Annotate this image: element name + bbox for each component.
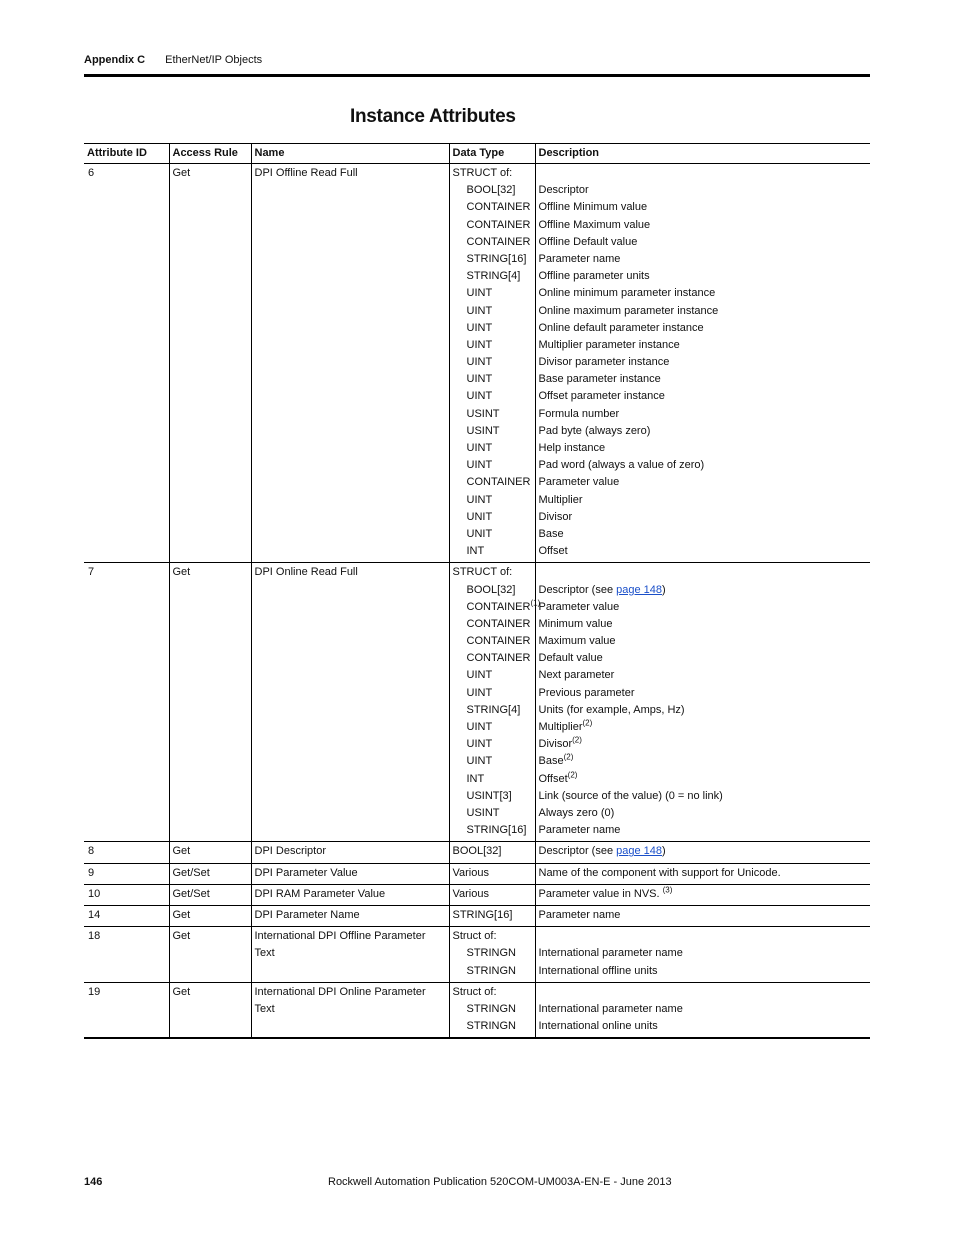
desc-text: Multiplier (538, 721, 583, 733)
table-header-row (84, 144, 870, 164)
member-description: Divisor parameter instance (538, 356, 670, 369)
access-rule: Get/Set (169, 863, 251, 884)
desc-text: Base (538, 755, 564, 768)
description-cell (535, 927, 870, 983)
member-description: Minimum value (538, 617, 613, 630)
struct-member-descriptions (539, 182, 868, 560)
footnote-ref: (2) (563, 752, 574, 762)
access-rule: Get/Set (169, 884, 251, 905)
member-type (466, 598, 541, 616)
footnote-ref: (2) (582, 718, 593, 728)
member-description: Online maximum parameter instance (538, 304, 719, 317)
member-type: UINT (466, 373, 493, 386)
struct-head: STRUCT of: (452, 566, 513, 579)
member-description (539, 719, 868, 736)
table-row (84, 842, 870, 863)
footnote-ref: (2) (572, 735, 582, 745)
running-header (84, 54, 262, 66)
member-type: UINT (466, 442, 493, 454)
member-type: STRING[16] (466, 824, 527, 837)
member-description: International parameter name (538, 1002, 683, 1015)
member-description: Link (source of the value) (0 = no link) (538, 789, 723, 802)
page-number: 146 (84, 1176, 103, 1188)
access-rule: Get (169, 982, 251, 1038)
member-description: Parameter name (538, 824, 621, 837)
footnote-ref: (2) (567, 769, 578, 779)
member-description: International offline units (538, 964, 658, 977)
member-type: UINT (466, 356, 493, 369)
desc-text: ) (662, 845, 666, 858)
member-type: UINT (466, 686, 493, 699)
appendix-label: Appendix C (84, 54, 146, 66)
member-type: STRINGN (466, 964, 516, 977)
attribute-id: 9 (84, 863, 169, 884)
member-type: UINT (466, 390, 493, 403)
data-type-cell (449, 164, 535, 563)
desc-text: Offset (538, 772, 568, 785)
member-description: Multiplier parameter instance (538, 338, 680, 351)
struct-head: Struct of: (452, 930, 497, 943)
header-attribute-id: Attribute ID (84, 144, 169, 164)
instance-attributes-table (84, 143, 870, 1039)
member-description: Formula number (538, 407, 620, 420)
member-description (539, 771, 868, 788)
member-type: CONTAINER (466, 652, 531, 665)
member-description: Descriptor (538, 184, 589, 197)
desc-text: Parameter value in NVS. (538, 887, 663, 900)
member-description (539, 582, 868, 599)
description: Name of the component with support for Unicode. (535, 863, 870, 884)
attribute-name: DPI Offline Read Full (251, 164, 449, 563)
section-label: EtherNet/IP Objects (165, 54, 263, 66)
member-type: STRING[16] (466, 252, 527, 265)
table-row (84, 982, 870, 1038)
attribute-id: 18 (84, 927, 169, 983)
access-rule: Get (169, 164, 251, 563)
member-description: Base (538, 527, 564, 540)
attribute-id: 19 (84, 982, 169, 1038)
member-description: Offset (538, 545, 568, 558)
member-type: UINT (466, 304, 493, 317)
struct-head: Struct of: (452, 985, 497, 998)
member-type: INT (466, 772, 485, 785)
member-type: CONTAINER (466, 476, 531, 489)
member-type-text: CONTAINER (466, 600, 531, 613)
struct-member-types (453, 182, 532, 560)
member-description: Pad word (always a value of zero) (538, 459, 705, 472)
member-type: STRINGN (466, 947, 516, 960)
member-type: CONTAINER (466, 635, 531, 648)
footnote-ref: (3) (662, 885, 673, 895)
member-description: Offline Maximum value (538, 218, 651, 231)
member-description: Base parameter instance (538, 373, 661, 386)
member-description: Next parameter (538, 669, 615, 682)
desc-text: Divisor (538, 738, 573, 751)
page-link[interactable]: page 148 (616, 583, 663, 596)
header-access-rule: Access Rule (169, 144, 251, 164)
footnote-ref: (1) (530, 598, 541, 608)
member-description: International online units (538, 1020, 658, 1033)
header-data-type: Data Type (449, 144, 535, 164)
attribute-name: International DPI Online Parameter Text (251, 982, 449, 1038)
member-description: Previous parameter (538, 686, 635, 699)
page-link[interactable]: page 148 (616, 845, 663, 858)
table-row (84, 863, 870, 884)
member-description: Divisor (538, 510, 573, 523)
member-type: UNIT (466, 527, 493, 540)
member-description: Offline Default value (538, 235, 638, 248)
page-title: Instance Attributes (350, 106, 516, 127)
description-cell (535, 164, 870, 563)
member-type: UINT (466, 321, 493, 334)
data-type-cell (449, 927, 535, 983)
table-row (84, 884, 870, 905)
member-description: Multiplier (538, 493, 583, 506)
description-cell (535, 982, 870, 1038)
header-description: Description (535, 144, 870, 164)
data-type: BOOL[32] (449, 842, 535, 863)
data-type: Various (449, 884, 535, 905)
table-row (84, 905, 870, 926)
description-cell (535, 563, 870, 842)
member-type: STRING[4] (466, 703, 521, 716)
member-type: UINT (466, 459, 493, 472)
data-type-cell (449, 563, 541, 842)
description-cell (535, 884, 870, 905)
data-type-cell (449, 982, 535, 1038)
member-description: Offline parameter units (538, 270, 650, 283)
header-name: Name (251, 144, 449, 164)
attribute-id: 14 (84, 905, 169, 926)
attribute-name: DPI Descriptor (251, 842, 449, 863)
table-row (84, 164, 870, 563)
member-type: STRINGN (466, 1002, 516, 1015)
member-type: BOOL[32] (466, 583, 516, 596)
member-description: Parameter value (538, 600, 620, 613)
member-type: UINT (466, 669, 493, 682)
access-rule: Get (169, 563, 251, 842)
member-description: Maximum value (538, 635, 616, 648)
table-row (84, 927, 870, 983)
member-description: International parameter name (538, 947, 683, 960)
member-description: Offset parameter instance (538, 390, 665, 403)
member-description: Online minimum parameter instance (538, 287, 716, 300)
description: Parameter name (535, 905, 870, 926)
attribute-name: International DPI Offline Parameter Text (251, 927, 449, 983)
member-type: CONTAINER (466, 617, 531, 630)
struct-head: STRUCT of: (452, 167, 513, 179)
member-type: UINT (466, 755, 493, 768)
member-description: Help instance (538, 442, 606, 454)
member-description (539, 753, 868, 770)
member-description: Online default parameter instance (538, 321, 704, 334)
member-type: USINT (466, 407, 500, 420)
member-type: STRING[4] (466, 270, 521, 283)
member-description: Units (for example, Amps, Hz) (538, 703, 685, 716)
member-type: CONTAINER (466, 218, 531, 231)
attribute-name: DPI Parameter Value (251, 863, 449, 884)
header-rule (84, 74, 870, 77)
data-type: Various (449, 863, 535, 884)
attribute-id: 8 (84, 842, 169, 863)
member-description (539, 736, 868, 753)
member-type: USINT (466, 424, 500, 437)
attribute-id: 10 (84, 884, 169, 905)
member-type: STRINGN (466, 1020, 516, 1033)
attribute-name: DPI Online Read Full (251, 563, 449, 842)
member-type: UINT (466, 721, 493, 733)
attribute-name: DPI RAM Parameter Value (251, 884, 449, 905)
attribute-name: DPI Parameter Name (251, 905, 449, 926)
member-type: UINT (466, 287, 493, 300)
member-description: Pad byte (always zero) (538, 424, 651, 437)
publication-info: Rockwell Automation Publication 520COM-UM003A-EN-E - June 2013 (328, 1176, 672, 1188)
member-type: INT (466, 545, 485, 558)
desc-text: ) (662, 583, 666, 596)
member-type: UINT (466, 338, 493, 351)
member-type: UNIT (466, 510, 493, 523)
access-rule: Get (169, 927, 251, 983)
description-cell (535, 842, 870, 863)
member-description: Offline Minimum value (538, 201, 648, 214)
member-description: Always zero (0) (538, 806, 615, 819)
desc-text: Descriptor (see (538, 583, 617, 596)
member-type: UINT (466, 493, 493, 506)
member-type: USINT[3] (466, 789, 512, 802)
desc-text: Descriptor (see (538, 845, 617, 858)
attribute-id: 6 (84, 164, 169, 563)
member-type: CONTAINER (466, 201, 531, 214)
table-row (84, 563, 870, 842)
member-description: Parameter value (538, 476, 620, 489)
data-type: STRING[16] (449, 905, 535, 926)
member-description: Parameter name (538, 252, 621, 265)
access-rule: Get (169, 905, 251, 926)
attribute-id: 7 (84, 563, 169, 842)
member-description: Default value (538, 652, 603, 665)
member-type: BOOL[32] (466, 184, 516, 197)
member-type: UINT (466, 738, 493, 751)
member-type: USINT (466, 806, 500, 819)
access-rule: Get (169, 842, 251, 863)
member-type: CONTAINER (466, 235, 531, 248)
